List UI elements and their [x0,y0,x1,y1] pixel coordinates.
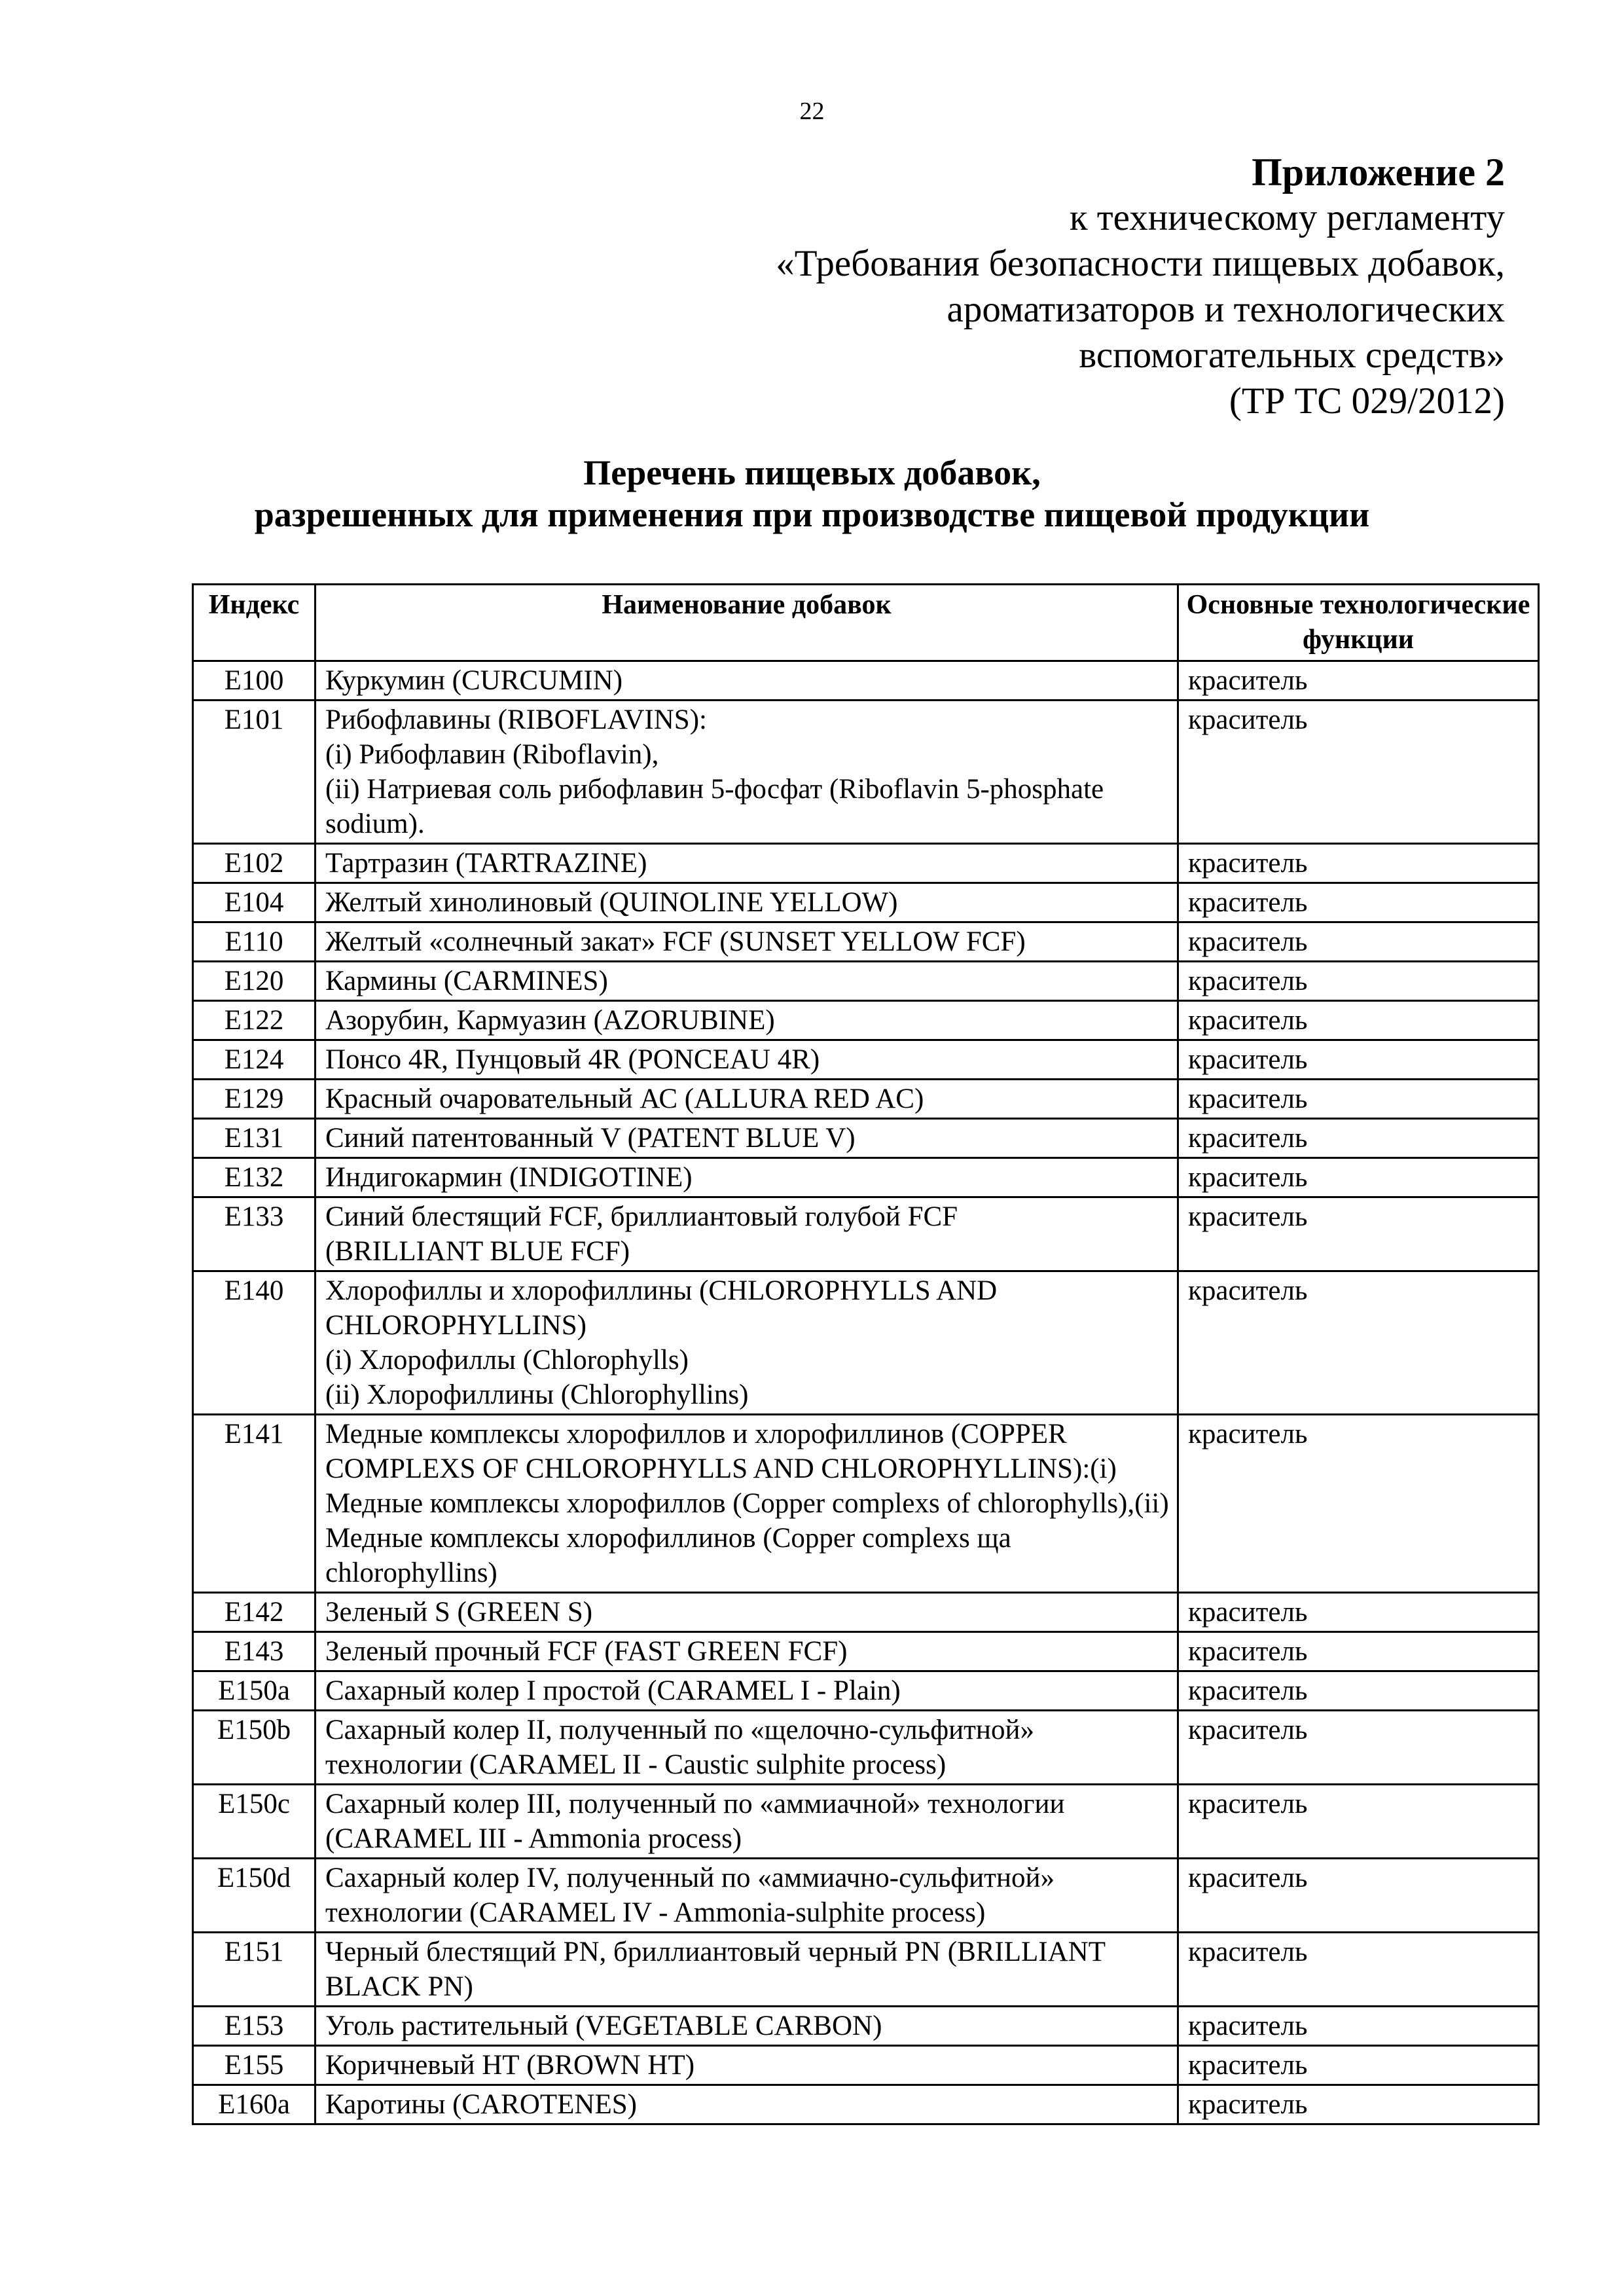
appendix-header [588,149,1505,424]
additive-function: краситель [1178,1158,1539,1197]
additive-name: Хлорофиллы и хлорофиллины (CHLOROPHYLLS AND CHLOROPHYLLINS) (i) Хлорофиллы (Chlorophylls) (ii) Хлорофиллины (Chlorophyllins) [316,1271,1178,1415]
additive-function: краситель [1178,701,1539,844]
header-name: Наименование добавок [316,585,1178,661]
table-row [193,1593,1539,1632]
additive-index: E132 [193,1158,316,1197]
additive-name: Кармины (CARMINES) [316,962,1178,1001]
additive-index: E151 [193,1933,316,2007]
additive-index: E133 [193,1197,316,1271]
additive-name: Каротины (CAROTENES) [316,2085,1178,2124]
additive-index: E101 [193,701,316,844]
additive-function: краситель [1178,2085,1539,2124]
table-row [193,883,1539,922]
table-row [193,1119,1539,1158]
appendix-line: к техническому регламенту [1069,197,1505,238]
additive-name: Азорубин, Кармуазин (AZORUBINE) [316,1001,1178,1040]
table-row [193,1711,1539,1785]
appendix-line: (ТР ТС 029/2012) [1229,380,1505,422]
appendix-line: вспомогательных средств» [1079,335,1505,376]
additive-function: краситель [1178,1711,1539,1785]
additive-name: Черный блестящий PN, бриллиантовый черный PN (BRILLIANT BLACK PN) [316,1933,1178,2007]
additive-name: Коричневый НТ (BROWN HT) [316,2046,1178,2085]
additive-function: краситель [1178,2007,1539,2046]
additive-function: краситель [1178,962,1539,1001]
header-index: Индекс [193,585,316,661]
table-row [193,1933,1539,2007]
additive-function: краситель [1178,1859,1539,1933]
additive-index: E120 [193,962,316,1001]
additive-index: E100 [193,661,316,701]
additive-function: краситель [1178,1001,1539,1040]
additive-name: Желтый «солнечный закат» FCF (SUNSET YELLOW FCF) [316,922,1178,962]
additive-function: краситель [1178,1632,1539,1671]
table-row [193,962,1539,1001]
additive-index: E102 [193,844,316,883]
additive-name: Зеленый прочный FCF (FAST GREEN FCF) [316,1632,1178,1671]
additive-index: E129 [193,1080,316,1119]
additive-function: краситель [1178,883,1539,922]
additive-function: краситель [1178,1271,1539,1415]
additive-name: Сахарный колер II, полученный по «щелочно-сульфитной» технологии (CARAMEL II - Caustic sulphite process) [316,1711,1178,1785]
additive-index: E143 [193,1632,316,1671]
list-title-line: разрешенных для применения при производстве пищевой продукции [254,495,1370,534]
table-row [193,1197,1539,1271]
additive-index: E160a [193,2085,316,2124]
additive-name: Медные комплексы хлорофиллов и хлорофиллинов (COPPER COMPLEXS OF CHLOROPHYLLS AND CHLOROPHYLLINS):(i) Медные комплексы хлорофиллов (Copper complexs of chlorophylls),(ii) Медные комплексы хлорофиллинов (Copper complexs ща chlorophyllins) [316,1415,1178,1593]
additive-index: E124 [193,1040,316,1080]
additive-index: E131 [193,1119,316,1158]
additive-index: E155 [193,2046,316,2085]
additive-name: Сахарный колер III, полученный по «аммиачной» технологии (CARAMEL III - Ammonia process) [316,1785,1178,1859]
additive-name: Тартразин (TARTRAZINE) [316,844,1178,883]
additive-index: E122 [193,1001,316,1040]
additive-function: краситель [1178,1785,1539,1859]
additive-index: E141 [193,1415,316,1593]
table-row [193,1859,1539,1933]
table-row [193,1632,1539,1671]
additive-function: краситель [1178,922,1539,962]
additive-function: краситель [1178,1080,1539,1119]
table-row [193,701,1539,844]
table-body [193,661,1539,2124]
additive-name: Синий патентованный V (PATENT BLUE V) [316,1119,1178,1158]
table-row [193,1158,1539,1197]
appendix-line: «Требования безопасности пищевых добавок, [776,243,1505,284]
additive-function: краситель [1178,1933,1539,2007]
appendix-title: Приложение 2 [1252,151,1505,194]
additive-name: Зеленый S (GREEN S) [316,1593,1178,1632]
additive-index: E150a [193,1671,316,1711]
table-row [193,844,1539,883]
additive-function: краситель [1178,1197,1539,1271]
table-row [193,1671,1539,1711]
additive-name: Рибофлавины (RIBOFLAVINS): (i) Рибофлавин (Riboflavin), (ii) Натриевая соль рибофлавин 5-фосфат (Riboflavin 5-phosphate sodium). [316,701,1178,844]
additive-name: Понсо 4R, Пунцовый 4R (PONCEAU 4R) [316,1040,1178,1080]
table-row [193,2046,1539,2085]
additive-name: Сахарный колер IV, полученный по «аммиачно-сульфитной» технологии (CARAMEL IV - Ammonia-sulphite process) [316,1859,1178,1933]
additive-function: краситель [1178,1671,1539,1711]
additive-name: Куркумин (CURCUMIN) [316,661,1178,701]
table-row [193,2007,1539,2046]
list-title-line: Перечень пищевых добавок, [583,453,1041,492]
additive-function: краситель [1178,1593,1539,1632]
additive-index: E140 [193,1271,316,1415]
list-title [0,452,1624,536]
additive-name: Сахарный колер I простой (CARAMEL I - Plain) [316,1671,1178,1711]
table-row [193,1415,1539,1593]
table-row [193,1785,1539,1859]
additive-index: E142 [193,1593,316,1632]
additive-name: Синий блестящий FCF, бриллиантовый голубой FCF (BRILLIANT BLUE FCF) [316,1197,1178,1271]
additive-function: краситель [1178,2046,1539,2085]
additive-name: Красный очаровательный АС (ALLURA RED AC) [316,1080,1178,1119]
additive-index: E150b [193,1711,316,1785]
additive-index: E150d [193,1859,316,1933]
header-function: Основные технологические функции [1178,585,1539,661]
table-row [193,661,1539,701]
table-row [193,1001,1539,1040]
additive-function: краситель [1178,661,1539,701]
table-row [193,1040,1539,1080]
additive-function: краситель [1178,844,1539,883]
additive-index: E110 [193,922,316,962]
additive-function: краситель [1178,1415,1539,1593]
additive-index: E104 [193,883,316,922]
appendix-line: ароматизаторов и технологических [947,289,1505,330]
additive-function: краситель [1178,1040,1539,1080]
additive-name: Желтый хинолиновый (QUINOLINE YELLOW) [316,883,1178,922]
table-row [193,922,1539,962]
additive-index: E153 [193,2007,316,2046]
table-row [193,2085,1539,2124]
table-row [193,1271,1539,1415]
table-row [193,1080,1539,1119]
page-number: 22 [799,98,825,125]
additive-function: краситель [1178,1119,1539,1158]
additive-index: E150c [193,1785,316,1859]
additives-table [192,583,1540,2125]
additive-name: Уголь растительный (VEGETABLE CARBON) [316,2007,1178,2046]
additive-name: Индигокармин (INDIGOTINE) [316,1158,1178,1197]
table-header-row [193,585,1539,661]
